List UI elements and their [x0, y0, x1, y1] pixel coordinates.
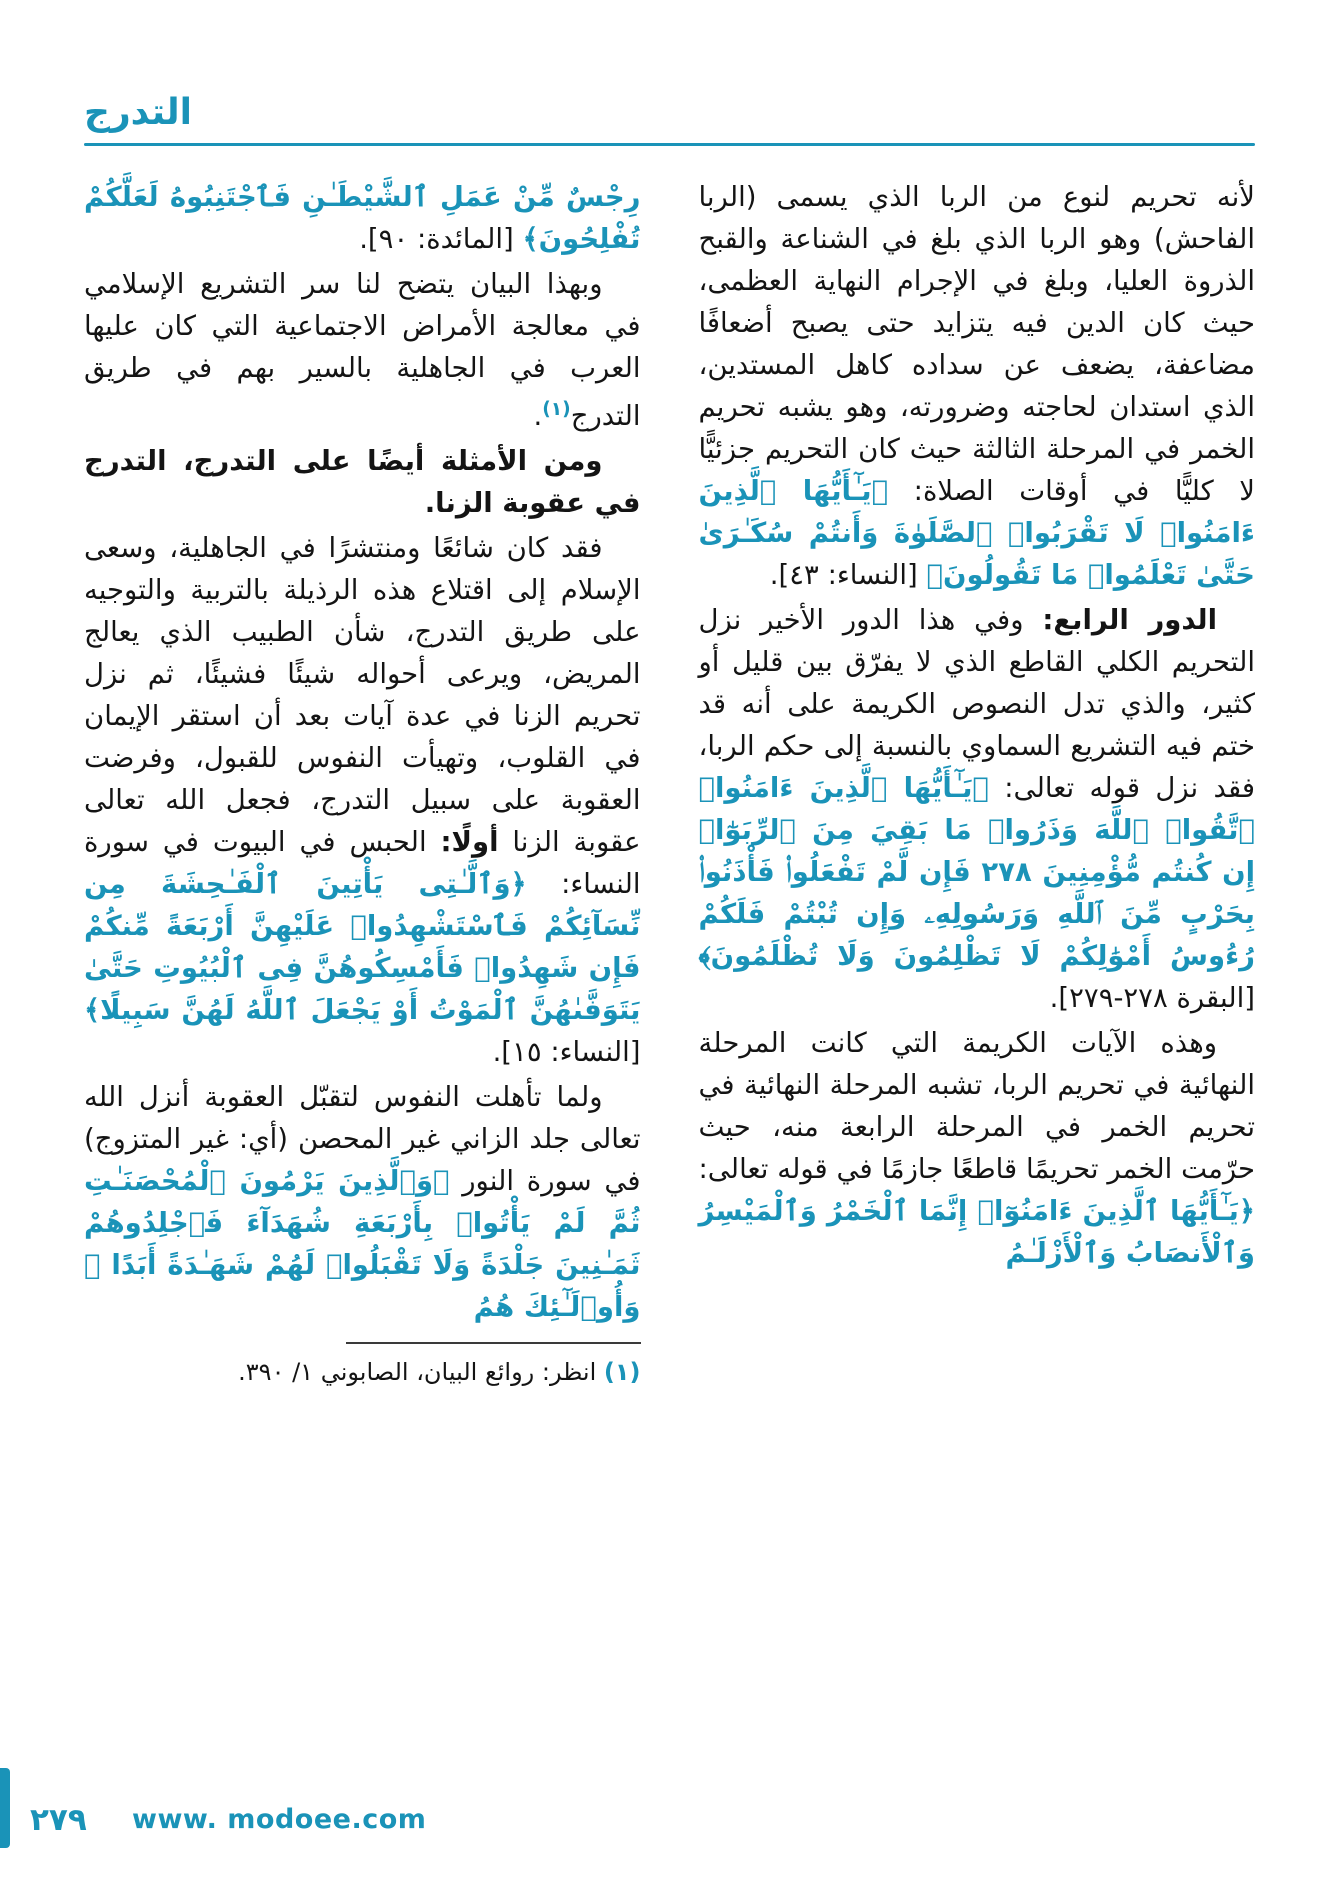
paragraph [84, 1076, 641, 1328]
body-text: [المائدة: ٩٠]. [359, 223, 523, 255]
paragraph [699, 599, 1256, 1019]
footnote [84, 1354, 641, 1390]
website-url: www. modoee.com [132, 1804, 427, 1835]
footer-accent-bar [0, 1768, 10, 1848]
body-text: [النساء: ٤٣]. [769, 559, 927, 591]
body-text: الحبس في البيوت في سورة النساء: [84, 826, 641, 901]
quran-verse: ﴿وَٱلَّذِينَ يَرْمُونَ ٱلْمُحْصَنَـٰتِ ثُمَّ لَمْ يَأْتُوا۟ بِأَرْبَعَةِ شُهَدَآءَ فَٱجْلِدُوهُمْ ثَمَـٰنِينَ جَلْدَةً وَلَا تَقْبَلُوا۟ لَهُمْ شَهَـٰدَةً أَبَدًا ۚ وَأُو۟لَـٰٓئِكَ هُمُ [84, 1165, 641, 1324]
footnote-area [84, 1342, 641, 1390]
body-text: . [533, 400, 543, 433]
emphasis-text: الدور الرابع: [1042, 604, 1218, 636]
quran-verse: ﴿يَـٰٓأَيُّهَا ٱلَّذِينَ ءَامَنُوا۟ ٱتَّقُوا۟ ٱللَّهَ وَذَرُوا۟ مَا بَقِيَ مِنَ ٱلرِّبَوٰٓا۟ إِن كُنتُم مُّؤْمِنِينَ ٢٧٨ فَإِن لَّمْ تَفْعَلُوا۟ فَأْذَنُوا۟ بِحَرْبٍ مِّنَ ٱللَّهِ وَرَسُولِهِۦ وَإِن تُبْتُمْ فَلَكُمْ رُءُوسُ أَمْوَٰلِكُمْ لَا تَظْلِمُونَ وَلَا تُظْلَمُونَ﴾ [698, 772, 1255, 972]
quran-verse: ﴿يَـٰٓأَيُّهَا ٱلَّذِينَ ءَامَنُوٓا۟ إِنَّمَا ٱلْخَمْرُ وَٱلْمَيْسِرُ وَٱلْأَنصَابُ وَٱلْأَزْلَـٰمُ [698, 1195, 1255, 1269]
paragraph [84, 176, 641, 260]
footnote-ref: (١) [542, 399, 571, 420]
column-right-body [699, 176, 1256, 1274]
quran-verse: ﴿يَـٰٓأَيُّهَا ٱلَّذِينَ ءَامَنُوا۟ لَا تَقْرَبُوا۟ ٱلصَّلَوٰةَ وَأَنتُمْ سُكَـٰرَىٰ حَتَّىٰ تَعْلَمُوا۟ مَا تَقُولُونَ﴾ [698, 475, 1255, 591]
body-text: فقد كان شائعًا ومنتشرًا في الجاهلية، وسعى الإسلام إلى اقتلاع هذه الرذيلة بالتربية والتوجيه على طريق التدرج، شأن الطبيب الذي يعالج المريض، ويرعى أحواله شيئًا فشيئًا، ثم نزل تحريم الزنا في عدة آيات بعد أن استقر الإيمان في القلوب، وتهيأت النفوس للقبول، وفرضت العقوبة على سبيل التدرج، فجعل الله تعالى عقوبة الزنا [84, 532, 641, 859]
paragraph [84, 440, 641, 524]
emphasis-text: أولًا: [440, 826, 499, 859]
paragraph [699, 1022, 1256, 1274]
paragraph [84, 527, 641, 1073]
page-number: ٢٧٩ [30, 1802, 87, 1838]
quran-verse: ﴿وَٱلَّـٰتِى يَأْتِينَ ٱلْفَـٰحِشَةَ مِن نِّسَآئِكُمْ فَٱسْتَشْهِدُوا۟ عَلَيْهِنَّ أَرْبَعَةً مِّنكُمْ فَإِن شَهِدُوا۟ فَأَمْسِكُوهُنَّ فِى ٱلْبُيُوتِ حَتَّىٰ يَتَوَفَّىٰهُنَّ ٱلْمَوْتُ أَوْ يَجْعَلَ ٱللَّهُ لَهُنَّ سَبِيلًا﴾ [84, 868, 641, 1027]
text-columns [84, 176, 1255, 1390]
body-text: وبهذا البيان يتضح لنا سر التشريع الإسلامي في معالجة الأمراض الاجتماعية التي كان عليها العرب في الجاهلية بالسير بهم في طريق التدرج [84, 268, 641, 433]
column-right [699, 176, 1256, 1390]
body-text: [البقرة ٢٧٨-٢٧٩]. [1049, 982, 1255, 1014]
header-divider [84, 143, 1255, 146]
paragraph [699, 176, 1256, 596]
quran-verse: رِجْسٌ مِّنْ عَمَلِ ٱلشَّيْطَـٰنِ فَٱجْتَنِبُوهُ لَعَلَّكُمْ تُفْلِحُونَ﴾ [84, 181, 641, 255]
body-text: لأنه تحريم لنوع من الربا الذي يسمى (الربا الفاحش) وهو الربا الذي بلغ في الشناعة والقبح الذروة العليا، وبلغ في الإجرام النهاية العظمى، حيث كان الدين فيه يتزايد حتى يصبح أضعافًا مضاعفة، يضعف عن سداده كاهل المستدين، الذي استدان لحاجته وضرورته، وهو يشبه تحريم الخمر في المرحلة الثالثة حيث كان التحريم جزئيًّا لا كليًّا في أوقات الصلاة: [698, 181, 1255, 507]
footnote-divider [346, 1342, 641, 1344]
footnote-marker: (١) [603, 1358, 641, 1387]
footnote-text: انظر: روائع البيان، الصابوني ١/ ٣٩٠. [238, 1358, 597, 1387]
column-left [84, 176, 641, 1390]
body-text: [النساء: ١٥]. [492, 1036, 641, 1069]
chapter-title: التدرج [84, 92, 193, 133]
page-footer [0, 1760, 1339, 1890]
column-left-body [84, 176, 641, 1328]
body-text: وفي هذا الدور الأخير نزل التحريم الكلي القاطع الذي لا يفرّق بين قليل أو كثير، والذي تدل النصوص الكريمة على أنه قد ختم فيه التشريع السماوي بالنسبة إلى حكم الربا، فقد نزل قوله تعالى: [698, 604, 1256, 804]
body-text: وهذه الآيات الكريمة التي كانت المرحلة النهائية في تحريم الربا، تشبه المرحلة النهائية في تحريم الخمر في المرحلة الرابعة منه، حيث حرّمت الخمر تحريمًا قاطعًا جازمًا في قوله تعالى: [698, 1027, 1255, 1185]
emphasis-text: ومن الأمثلة أيضًا على التدرج، التدرج في عقوبة الزنا. [84, 445, 641, 520]
page-header [84, 0, 1255, 146]
body-text: ولما تأهلت النفوس لتقبّل العقوبة أنزل الله تعالى جلد الزاني غير المحصن (أي: غير المتزوج) في سورة النور [84, 1081, 641, 1198]
paragraph [84, 263, 641, 437]
